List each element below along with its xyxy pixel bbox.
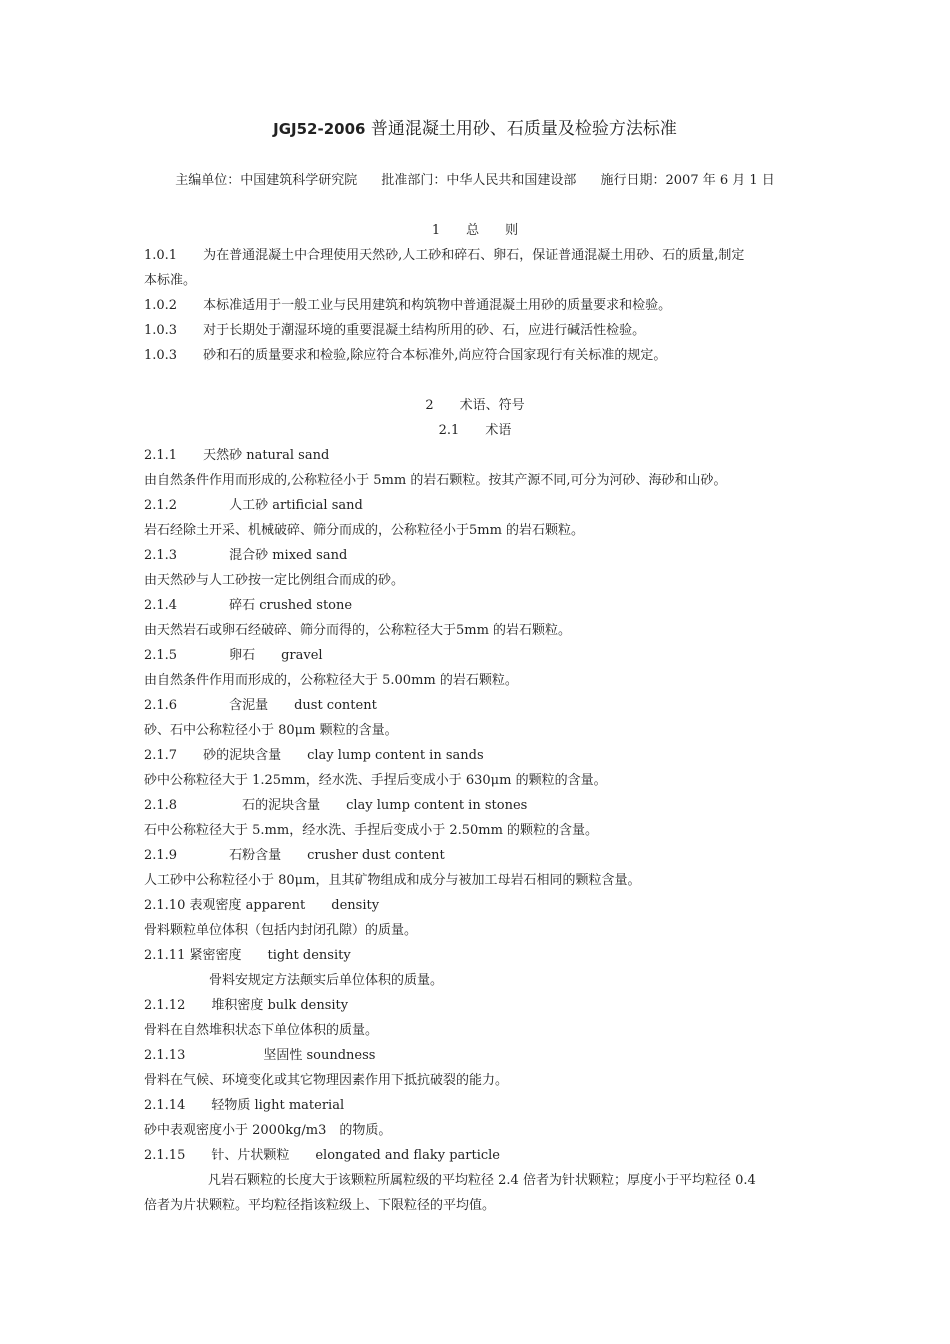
term-definition: 岩石经除土开采、机械破碎、筛分而成的，公称粒径小于5mm 的岩石颗粒。 — [144, 523, 585, 538]
effective-date: 施行日期：2007 年 6 月 1 日 — [600, 173, 775, 188]
term-entry: 2.1.9 石粉含量 crusher dust content — [144, 848, 445, 863]
term-entry: 2.1.7 砂的泥块含量 clay lump content in sands — [144, 748, 484, 763]
term-entry: 2.1.12 堆积密度 bulk density — [144, 998, 349, 1013]
approval-department: 批准部门：中华人民共和国建设部 — [381, 173, 577, 188]
editor-unit: 主编单位：中国建筑科学研究院 — [175, 173, 358, 188]
term-entry: 2.1.2 人工砂 artificial sand — [144, 498, 363, 513]
section-1-heading: 1 总 则 — [431, 223, 519, 238]
term-definition: 由自然条件作用而形成的，公称粒径大于 5.00mm 的岩石颗粒。 — [144, 673, 518, 688]
term-entry: 2.1.6 含泥量 dust content — [144, 698, 377, 713]
term-entry: 2.1.8 石的泥块含量 clay lump content in stones — [144, 798, 528, 813]
document-title — [0, 118, 950, 140]
term-entry: 2.1.11 紧密密度 tight density — [144, 948, 351, 963]
section-2-heading: 2 术语、符号 — [425, 398, 525, 413]
term-definition: 由天然砂与人工砂按一定比例组合而成的砂。 — [144, 573, 405, 588]
term-entry: 2.1.1 天然砂 natural sand — [144, 448, 330, 463]
term-definition: 砂中表观密度小于 2000kg/m3 的物质。 — [144, 1123, 392, 1138]
paragraph: 1.0.3 砂和石的质量要求和检验,除应符合本标准外,尚应符合国家现行有关标准的规定。 — [144, 348, 667, 363]
term-entry: 2.1.10 表观密度 apparent density — [144, 898, 380, 913]
paragraph: 1.0.2 本标准适用于一般工业与民用建筑和构筑物中普通混凝土用砂的质量要求和检验。 — [144, 298, 672, 313]
paragraph: 1.0.1 为在普通混凝土中合理使用天然砂,人工砂和碎石、卵石，保证普通混凝土用砂、石的质量,制定 — [144, 248, 745, 263]
term-definition: 石中公称粒径大于 5.mm，经水洗、手捏后变成小于 2.50mm 的颗粒的含量。 — [144, 823, 599, 838]
term-definition: 由自然条件作用而形成的,公称粒径小于 5mm 的岩石颗粒。按其产源不同,可分为河砂、海砂和山砂。 — [144, 473, 727, 488]
section-2-1-heading: 2.1 术语 — [438, 423, 512, 438]
term-definition: 倍者为片状颗粒。平均粒径指该粒级上、下限粒径的平均值。 — [144, 1198, 496, 1213]
term-entry: 2.1.14 轻物质 light material — [144, 1098, 345, 1113]
term-entry: 2.1.3 混合砂 mixed sand — [144, 548, 348, 563]
term-definition: 凡岩石颗粒的长度大于该颗粒所属粒级的平均粒径 2.4 倍者为针状颗粒；厚度小于平均粒径 0.4 — [208, 1173, 756, 1188]
term-definition: 砂、石中公称粒径小于 80μm 颗粒的含量。 — [144, 723, 398, 738]
document-body — [144, 218, 814, 1218]
term-definition: 由天然岩石或卵石经破碎、筛分而得的，公称粒径大于5mm 的岩石颗粒。 — [144, 623, 572, 638]
term-entry: 2.1.5 卵石 gravel — [144, 648, 323, 663]
term-entry: 2.1.13 坚固性 soundness — [144, 1048, 376, 1063]
title-text: 普通混凝土用砂、石质量及检验方法标准 — [370, 119, 677, 139]
term-definition: 骨料在气候、环境变化或其它物理因素作用下抵抗破裂的能力。 — [144, 1073, 509, 1088]
term-definition: 砂中公称粒径大于 1.25mm，经水洗、手捏后变成小于 630μm 的颗粒的含量。 — [144, 773, 607, 788]
document-meta — [0, 172, 950, 190]
paragraph: 1.0.3 对于长期处于潮湿环境的重要混凝土结构所用的砂、石，应进行碱活性检验。 — [144, 323, 646, 338]
paragraph: 本标准。 — [144, 273, 197, 288]
term-definition: 人工砂中公称粒径小于 80μm，且其矿物组成和成分与被加工母岩石相同的颗粒含量。 — [144, 873, 641, 888]
term-definition: 骨料颗粒单位体积（包括内封闭孔隙）的质量。 — [144, 923, 418, 938]
term-entry: 2.1.4 碎石 crushed stone — [144, 598, 353, 613]
term-definition: 骨料安规定方法颠实后单位体积的质量。 — [144, 973, 444, 988]
standard-code: JGJ52-2006 — [273, 120, 366, 138]
term-definition: 骨料在自然堆积状态下单位体积的质量。 — [144, 1023, 379, 1038]
term-entry: 2.1.15 针、片状颗粒 elongated and flaky particle — [144, 1148, 500, 1163]
